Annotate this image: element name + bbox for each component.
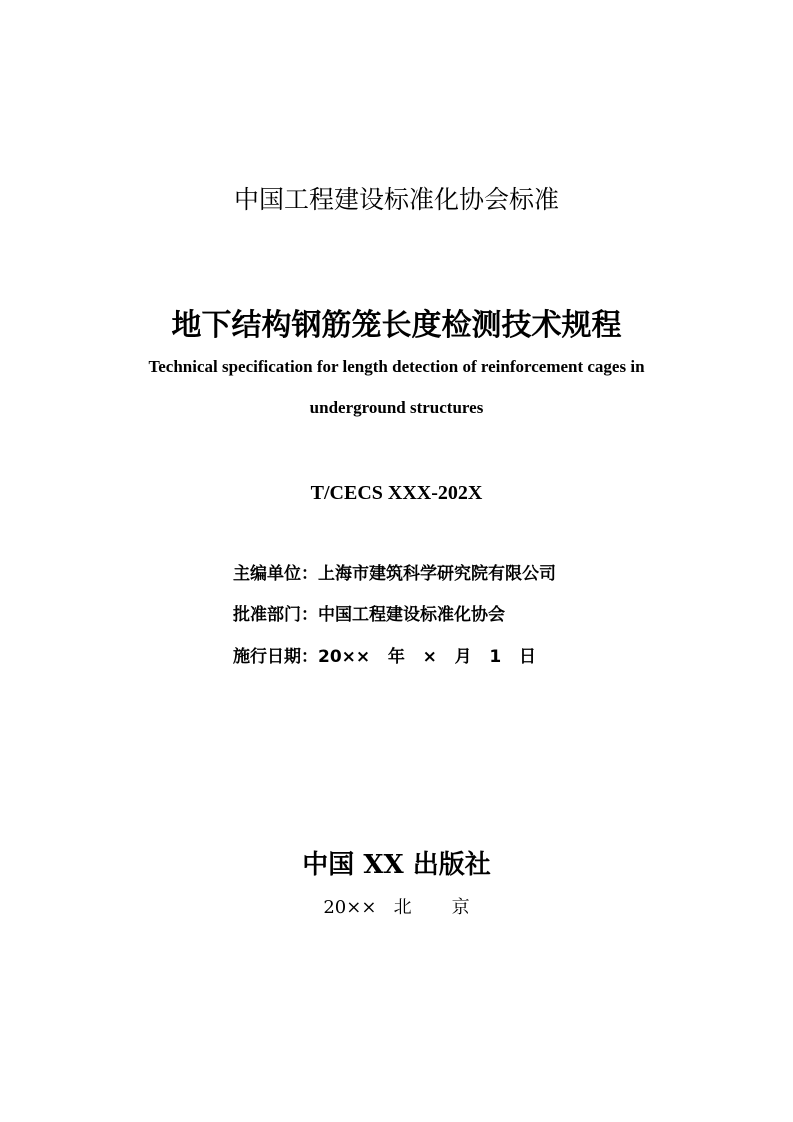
document-title-english-line1: Technical specification for length detection of reinforcement cages in [148, 357, 645, 376]
document-title-chinese: 地下结构钢筋笼长度检测技术规程 [171, 308, 622, 343]
approval-department: 批准部门：中国工程建设标准化协会 [233, 605, 505, 625]
publisher-name: 中国 XX 出版社 [302, 850, 491, 880]
chief-editor-unit: 主编单位：上海市建筑科学研究院有限公司 [233, 564, 556, 584]
document-title-english-line2: underground structures [309, 398, 484, 417]
standard-code: T/CECS XXX-202X [310, 482, 483, 504]
issuing-association: 中国工程建设标准化协会标准 [233, 185, 559, 214]
publication-year-place: 20×× 北 京 [323, 897, 470, 918]
effective-date: 施行日期：20×× 年 × 月 1 日 [233, 647, 536, 667]
